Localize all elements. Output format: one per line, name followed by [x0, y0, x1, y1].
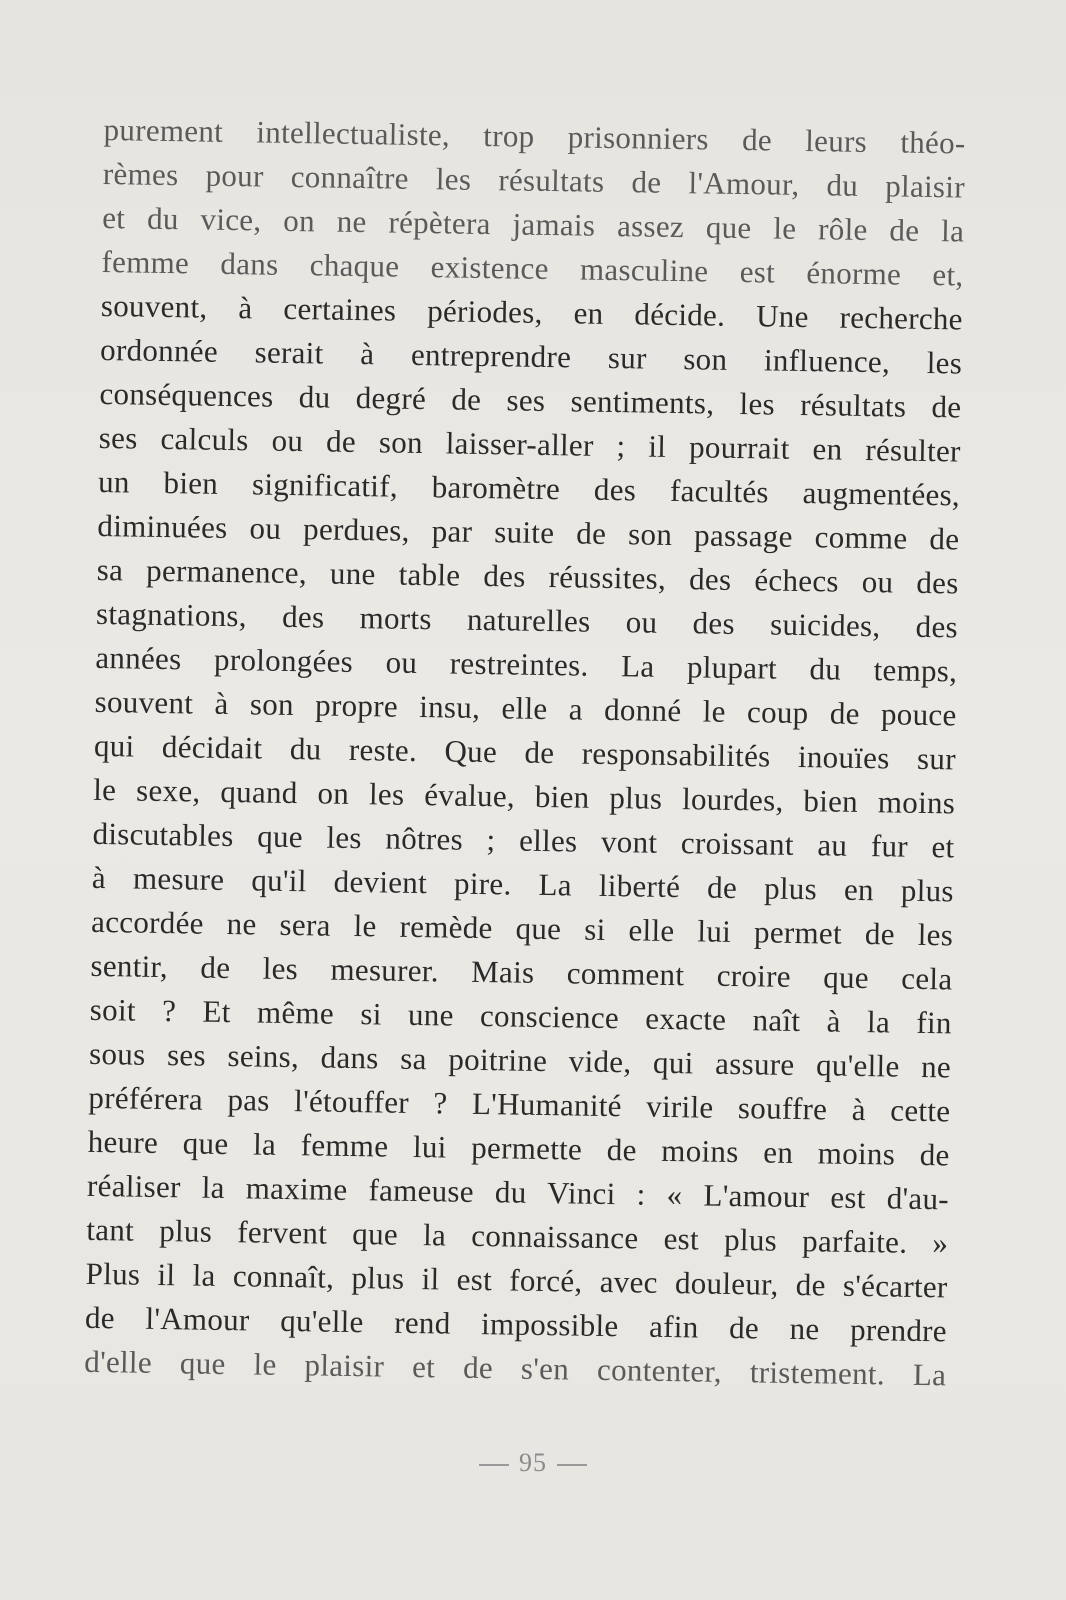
- text-line: ses calculs ou de son laisser-aller ; il pourrait en résulter: [98, 419, 961, 469]
- text-line: tant plus fervent que la connaissance est plus parfaite. »: [86, 1211, 949, 1261]
- text-line: sa permanence, une table des réussites, des échecs ou des: [96, 551, 959, 601]
- text-line: soit ? Et même si une conscience exacte naît à la fin: [89, 991, 953, 1041]
- text-line: ordonnée serait à entreprendre sur son influence, les: [99, 331, 963, 381]
- text-line: rèmes pour connaître les résultats de l'Amour, du plaisir: [102, 155, 966, 205]
- text-line: conséquences du degré de ses sentiments, les résultats de: [99, 375, 962, 425]
- text-line: discutables que les nôtres ; elles vont croissant au fur et: [92, 815, 955, 865]
- text-line: diminuées ou perdues, par suite de son passage comme de: [97, 507, 960, 557]
- right-dash: [557, 1464, 587, 1466]
- body-text: [84, 108, 966, 1397]
- text-line: Plus il la connaît, plus il est forcé, avec douleur, de s'écarter: [85, 1255, 948, 1305]
- text-line: accordée ne sera le remède que si elle lui permet de les: [90, 903, 954, 953]
- page-number: [0, 1448, 1066, 1478]
- text-line: de l'Amour qu'elle rend impossible afin de ne prendre: [84, 1299, 948, 1349]
- text-line: sous ses seins, dans sa poitrine vide, qui assure qu'elle ne: [88, 1035, 952, 1085]
- text-line: et du vice, on ne répètera jamais assez que le rôle de la: [102, 199, 965, 249]
- left-dash: [479, 1464, 509, 1466]
- text-line: années prolongées ou restreintes. La plupart du temps,: [95, 639, 958, 689]
- text-line: qui décidait du reste. Que de responsabilités inouïes sur: [93, 727, 957, 777]
- text-line: d'elle que le plaisir et de s'en contenter, tristement. La: [84, 1343, 947, 1393]
- text-line: un bien significatif, baromètre des facultés augmentées,: [97, 463, 961, 513]
- text-line: purement intellectualiste, trop prisonniers de leurs théo-: [103, 111, 966, 161]
- text-line: à mesure qu'il devient pire. La liberté de plus en plus: [91, 859, 955, 909]
- text-line: souvent à son propre insu, elle a donné le coup de pouce: [94, 683, 957, 733]
- text-line: heure que la femme lui permette de moins en moins de: [87, 1123, 950, 1173]
- text-line: sentir, de les mesurer. Mais comment croire que cela: [90, 947, 953, 997]
- page-number-value: 95: [519, 1448, 547, 1477]
- text-line: femme dans chaque existence masculine est énorme et,: [101, 243, 964, 293]
- text-line: le sexe, quand on les évalue, bien plus lourdes, bien moins: [93, 771, 956, 821]
- text-line: préférera pas l'étouffer ? L'Humanité virile souffre à cette: [88, 1079, 951, 1129]
- text-line: stagnations, des morts naturelles ou des suicides, des: [95, 595, 959, 645]
- text-line: réaliser la maxime fameuse du Vinci : « L'amour est d'au-: [86, 1167, 950, 1217]
- text-line: souvent, à certaines périodes, en décide. Une recherche: [100, 287, 964, 337]
